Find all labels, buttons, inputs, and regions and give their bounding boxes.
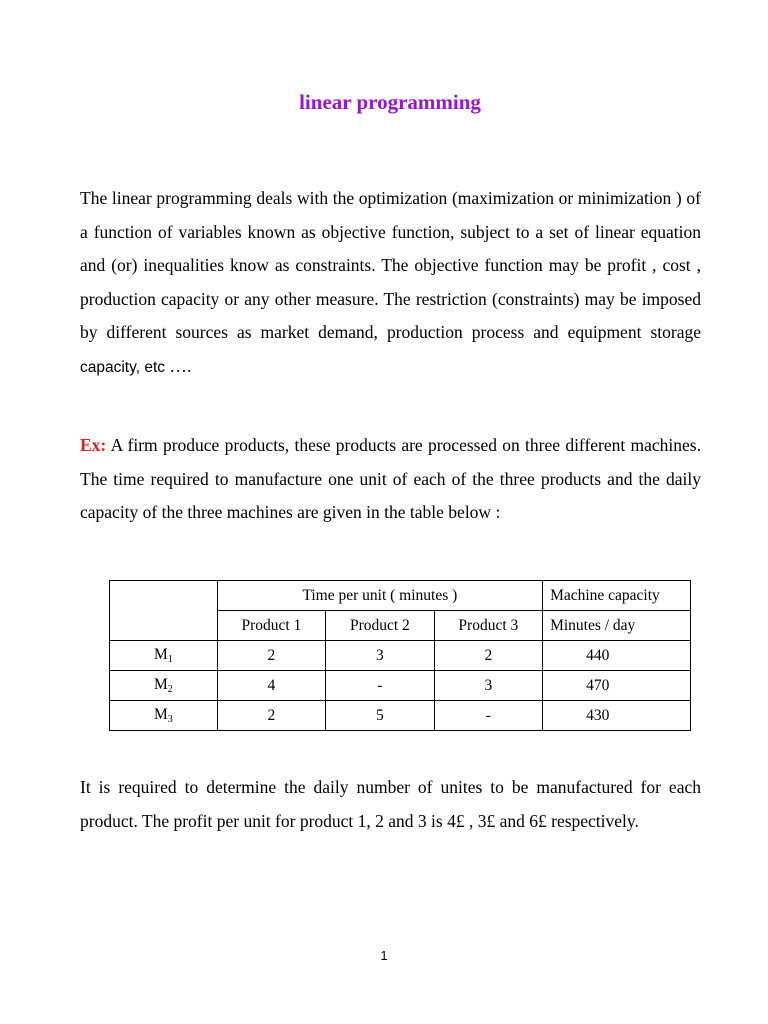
capacity-cell: 440 — [543, 641, 691, 671]
time-cell: - — [434, 701, 542, 731]
machine-label: $M_2$ — [110, 671, 218, 701]
table-corner-cell — [110, 581, 218, 641]
capacity-cell: 430 — [543, 701, 691, 731]
table-row — [110, 671, 691, 701]
table-row — [110, 641, 691, 671]
time-cell: 4 — [217, 671, 325, 701]
time-cell: - — [326, 671, 434, 701]
product-3-header: Product 3 — [434, 611, 542, 641]
time-cell: 3 — [434, 671, 542, 701]
machine-time-table — [109, 580, 691, 731]
time-cell: 5 — [326, 701, 434, 731]
intro-text: The linear programming deals with the optimization (maximization or minimization ) of a function of variables known as objective function, subject to a set of linear equation and (or) inequalities know as constraints. The objective function may be profit , cost , production capacity or any other measure. The restriction (constraints) may be imposed by different sources as market demand, production process and equipment storage — [80, 188, 701, 343]
conclusion-paragraph: It is required to determine the daily number of unites to be manufactured for each product. The profit per unit for product 1, 2 and 3 is 4£ , 3£ and 6£ respectively. — [80, 777, 701, 831]
machine-label: $M_3$ — [110, 701, 218, 731]
capacity-cell: 470 — [543, 671, 691, 701]
capacity-header-line2: Minutes / day — [543, 611, 691, 641]
intro-paragraph — [80, 182, 701, 385]
table-header-row-1 — [110, 581, 691, 611]
time-cell: 2 — [434, 641, 542, 671]
time-per-unit-header: Time per unit ( minutes ) — [217, 581, 542, 611]
page-title: linear programming — [299, 90, 481, 114]
product-2-header: Product 2 — [326, 611, 434, 641]
time-cell: 2 — [217, 641, 325, 671]
machine-label: $M_1$ — [110, 641, 218, 671]
example-paragraph — [80, 429, 701, 530]
intro-tail-end: …. — [165, 355, 192, 376]
table-row — [110, 701, 691, 731]
example-text: A firm produce products, these products are processed on three different machines. The time required to manufacture one unit of each of the three products and the daily capacity of the three machines are given in the table below : — [80, 435, 701, 523]
time-cell: 3 — [326, 641, 434, 671]
intro-tail-bold: capacity, etc — [80, 358, 166, 376]
time-cell: 2 — [217, 701, 325, 731]
product-1-header: Product 1 — [217, 611, 325, 641]
example-label: Ex: — [80, 435, 107, 455]
page-number: 1 — [380, 948, 388, 963]
capacity-header-line1: Machine capacity — [543, 581, 691, 611]
